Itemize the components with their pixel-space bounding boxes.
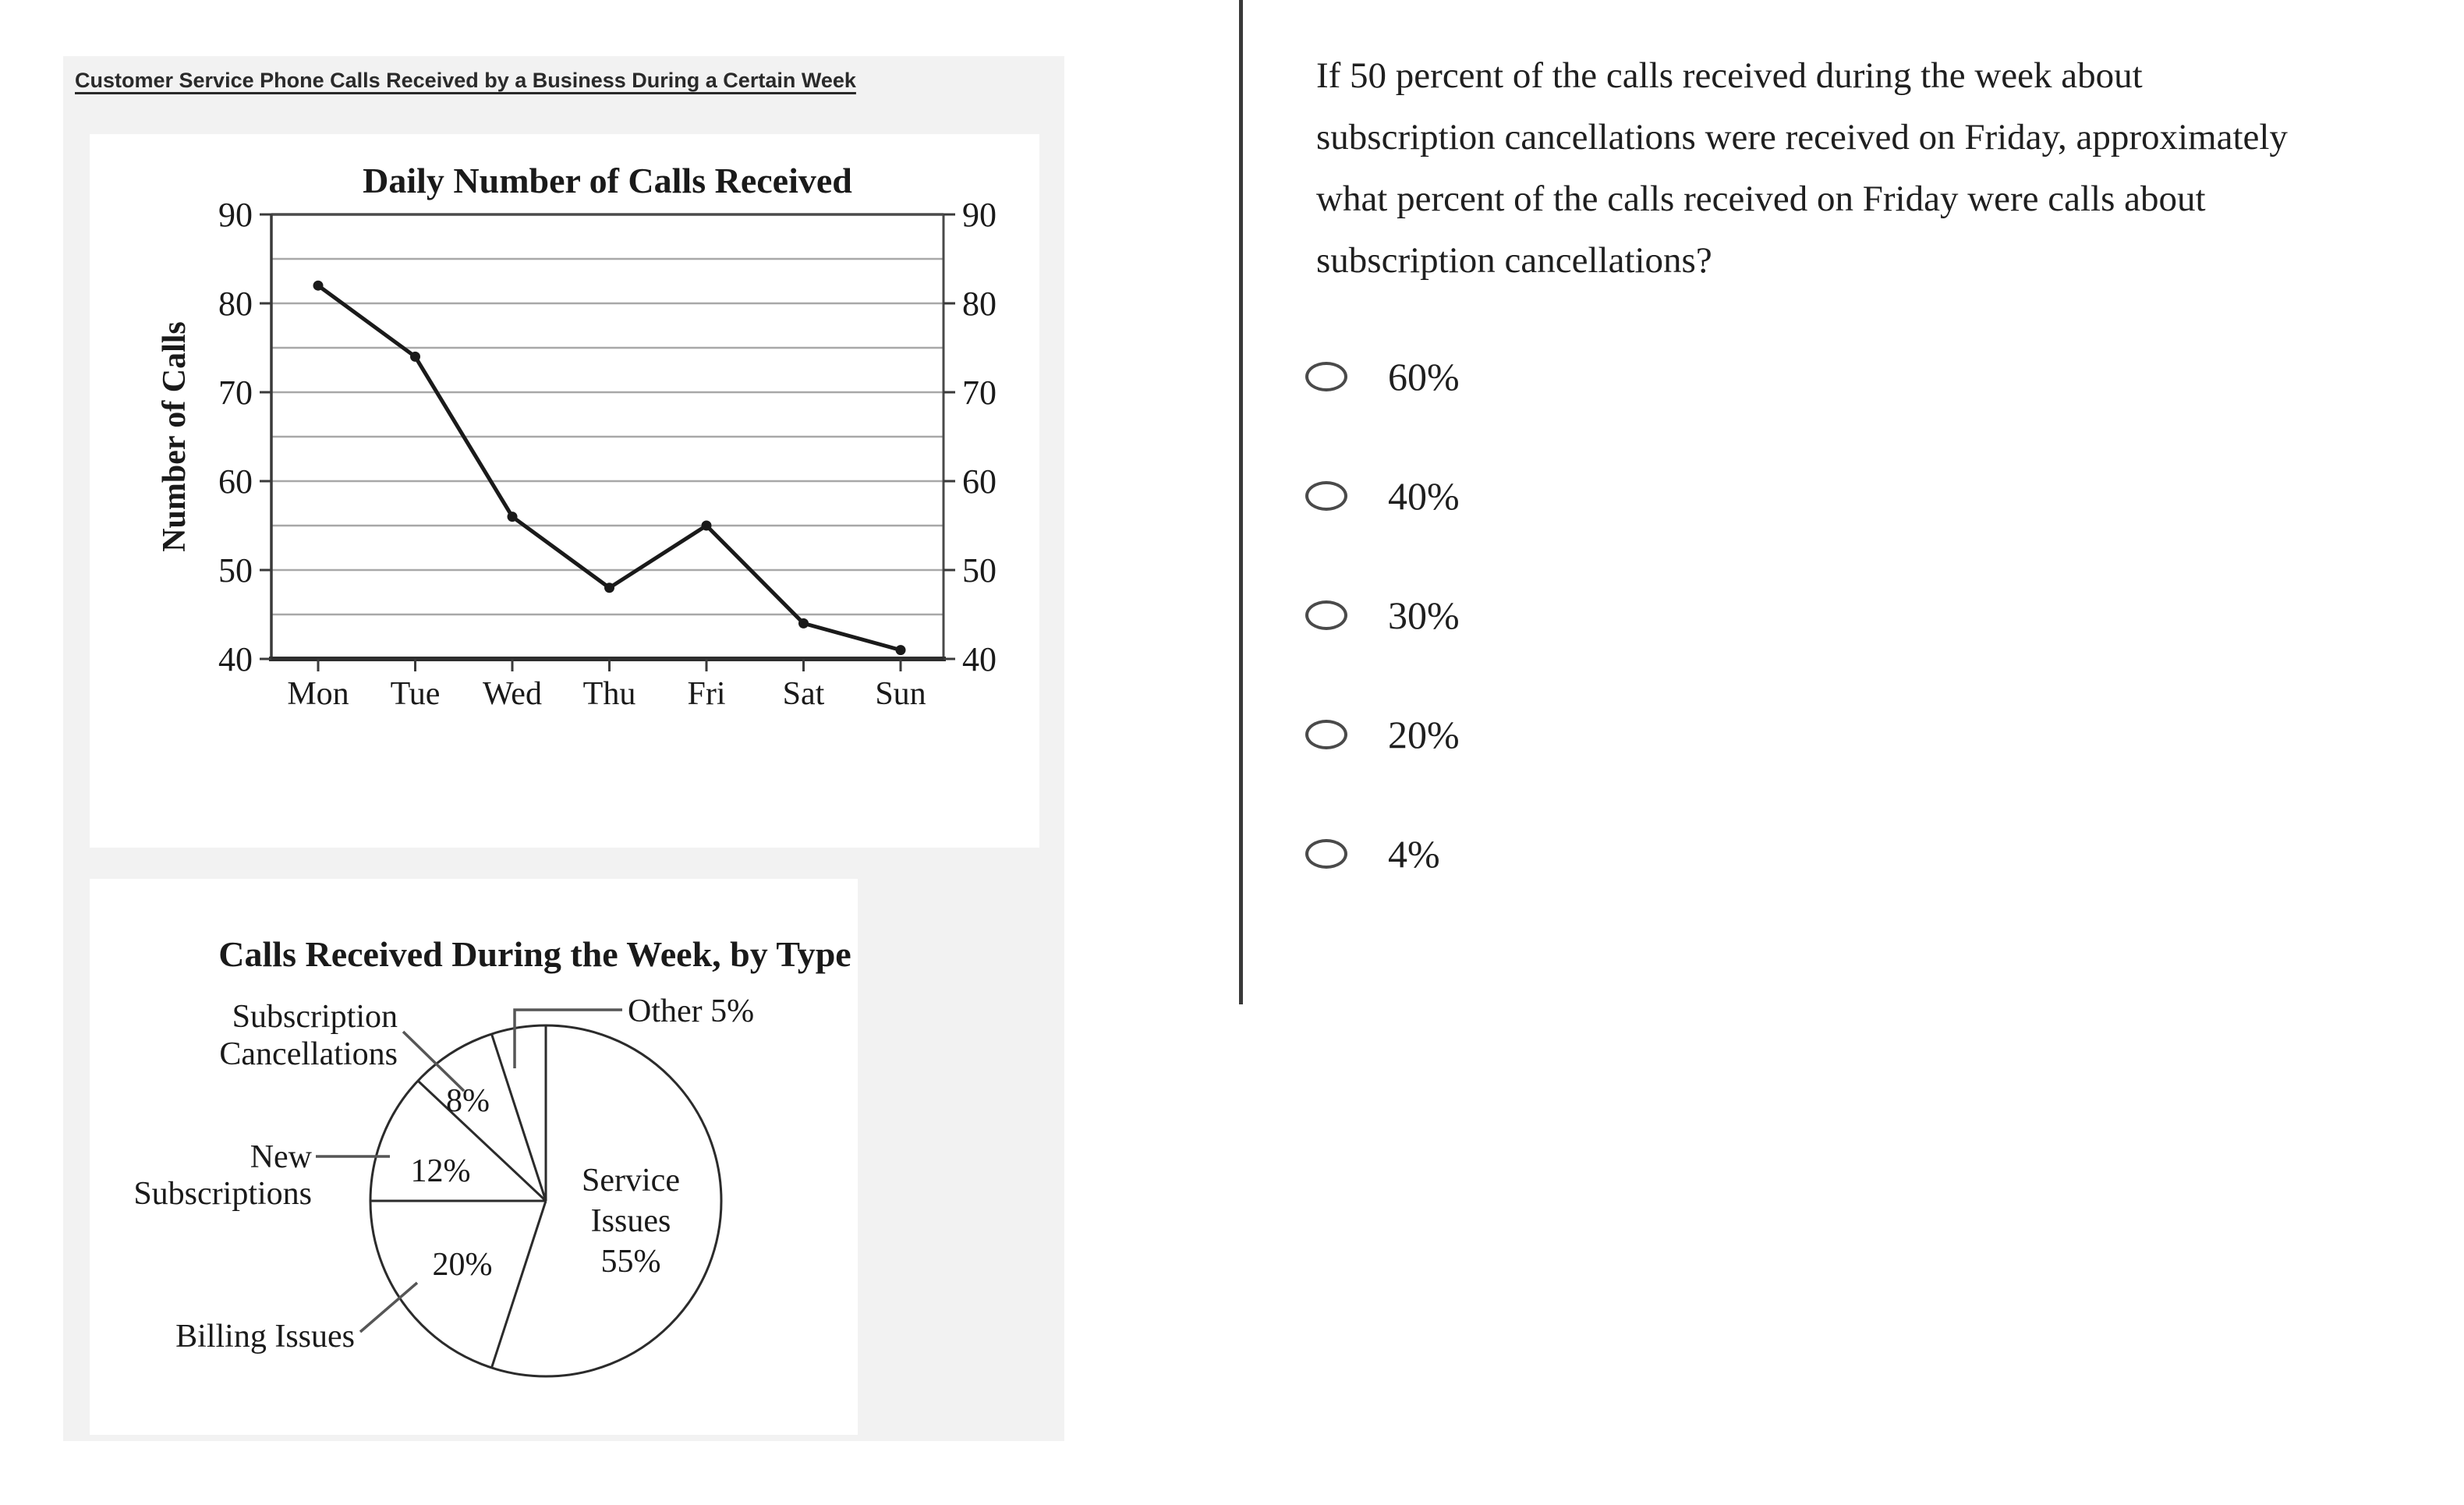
pie-chart-title: Calls Received During the Week, by Type bbox=[218, 934, 851, 974]
option-label: 4% bbox=[1388, 832, 1440, 876]
y-tick-label-right: 40 bbox=[962, 640, 997, 678]
slice-outer-label: New bbox=[250, 1139, 312, 1175]
slice-inner-label: Issues bbox=[590, 1203, 671, 1239]
y-tick-label-left: 50 bbox=[218, 551, 253, 590]
radio-oval-icon[interactable] bbox=[1305, 600, 1347, 630]
data-point-Mon bbox=[313, 281, 324, 291]
slice-inner-label: 55% bbox=[600, 1244, 661, 1280]
x-tick-label: Wed bbox=[483, 676, 542, 712]
y-tick-label-right: 80 bbox=[962, 285, 997, 323]
panel-divider bbox=[1239, 0, 1243, 1004]
option-label: 30% bbox=[1388, 593, 1460, 637]
data-point-Sun bbox=[896, 645, 906, 655]
x-tick-label: Thu bbox=[582, 676, 636, 712]
x-tick-label: Fri bbox=[687, 676, 726, 712]
data-point-Thu bbox=[604, 583, 614, 593]
y-tick-label-left: 70 bbox=[218, 374, 253, 412]
radio-oval-icon[interactable] bbox=[1305, 481, 1347, 511]
y-tick-label-left: 90 bbox=[218, 196, 253, 234]
question-line-4: subscription cancellations? bbox=[1316, 240, 1712, 281]
slice-outer-label: Subscriptions bbox=[133, 1176, 312, 1212]
data-point-Sat bbox=[798, 618, 809, 629]
slice-outer-label: Other 5% bbox=[628, 993, 755, 1029]
pie-chart-card bbox=[90, 879, 858, 1435]
slice-outer-label: Subscription bbox=[232, 999, 398, 1035]
y-tick-label-right: 90 bbox=[962, 196, 997, 234]
radio-oval-icon[interactable] bbox=[1305, 720, 1347, 749]
stimulus-panel bbox=[63, 56, 1064, 1441]
y-tick-label-left: 40 bbox=[218, 640, 253, 678]
option-40-percent[interactable] bbox=[1305, 473, 1460, 519]
data-point-Wed bbox=[508, 512, 518, 522]
option-20-percent[interactable] bbox=[1305, 712, 1460, 757]
slice-outer-label: Billing Issues bbox=[175, 1319, 355, 1354]
radio-oval-icon[interactable] bbox=[1305, 362, 1347, 391]
line-chart bbox=[90, 134, 1039, 848]
y-tick-label-left: 80 bbox=[218, 285, 253, 323]
option-label: 40% bbox=[1388, 474, 1460, 518]
y-tick-label-right: 60 bbox=[962, 462, 997, 501]
question-text bbox=[1316, 45, 2288, 292]
line-chart-title: Daily Number of Calls Received bbox=[363, 161, 852, 200]
line-chart-card bbox=[90, 134, 1039, 848]
question-line-2: subscription cancellations were received on Friday, approximately bbox=[1316, 117, 2288, 158]
slice-outer-label: Cancellations bbox=[219, 1036, 398, 1072]
option-label: 60% bbox=[1388, 355, 1460, 398]
question-line-3: what percent of the calls received on Friday were calls about bbox=[1316, 179, 2206, 219]
y-tick-label-right: 70 bbox=[962, 374, 997, 412]
y-tick-label-right: 50 bbox=[962, 551, 997, 590]
option-30-percent[interactable] bbox=[1305, 593, 1460, 638]
option-60-percent[interactable] bbox=[1305, 354, 1460, 399]
question-line-1: If 50 percent of the calls received during the week about bbox=[1316, 55, 2143, 96]
data-line bbox=[318, 285, 901, 650]
pie-chart bbox=[90, 879, 858, 1435]
x-tick-label: Sat bbox=[782, 676, 825, 712]
x-tick-label: Sun bbox=[875, 676, 926, 712]
slice-inner-label: Service bbox=[582, 1163, 680, 1199]
option-label: 20% bbox=[1388, 713, 1460, 756]
radio-oval-icon[interactable] bbox=[1305, 839, 1347, 869]
stimulus-title: Customer Service Phone Calls Received by a Business During a Certain Week bbox=[75, 69, 856, 92]
slice-pct-label: 8% bbox=[446, 1083, 490, 1119]
x-tick-label: Mon bbox=[287, 676, 349, 712]
x-tick-label: Tue bbox=[390, 676, 441, 712]
option-4-percent[interactable] bbox=[1305, 831, 1440, 876]
slice-pct-label: 20% bbox=[432, 1247, 493, 1283]
data-point-Fri bbox=[702, 521, 712, 531]
y-axis-title: Number of Calls bbox=[157, 321, 193, 552]
y-tick-label-left: 60 bbox=[218, 462, 253, 501]
slice-pct-label: 12% bbox=[410, 1153, 471, 1189]
data-point-Tue bbox=[410, 352, 420, 362]
